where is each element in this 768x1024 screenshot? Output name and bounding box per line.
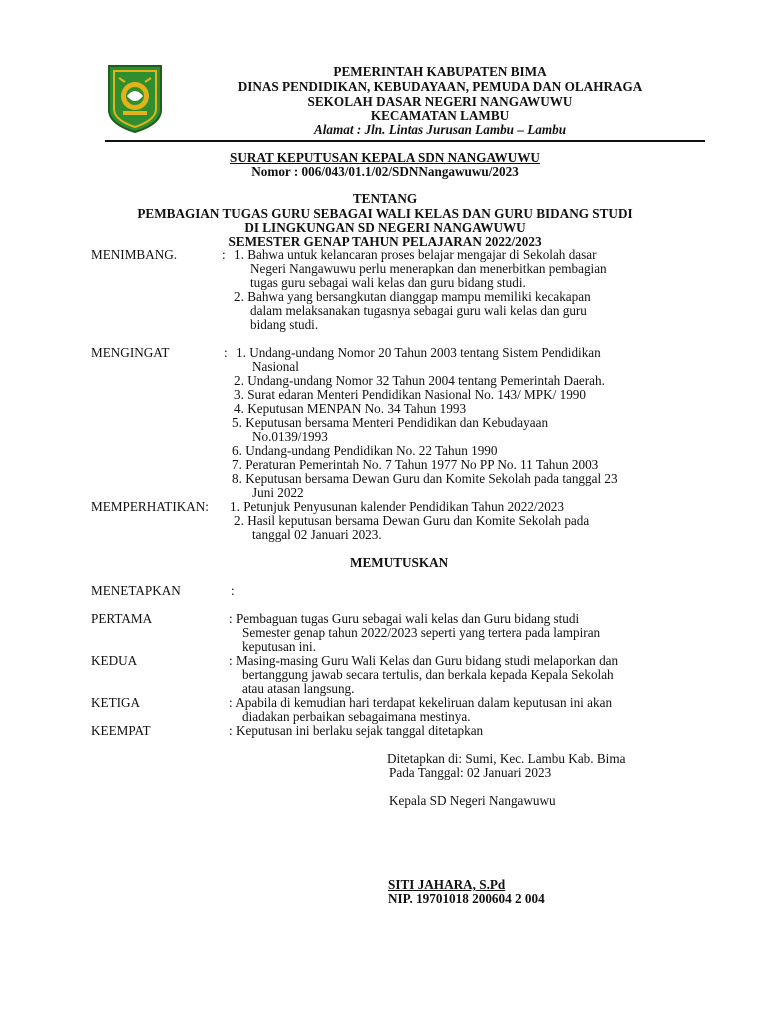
- pertama-line: Semester genap tahun 2022/2023 seperti yang tertera pada lampiran: [242, 625, 601, 640]
- subject-line-2: DI LINGKUNGAN SD NEGERI NANGAWUWU: [244, 220, 526, 235]
- kop-address: Alamat : Jln. Lintas Jurusan Lambu – Lambu: [313, 122, 567, 137]
- menetapkan-colon: :: [231, 583, 235, 598]
- mengingat-line: 1. Undang-undang Nomor 20 Tahun 2003 tentang Sistem Pendidikan: [236, 345, 601, 360]
- pertama-label: PERTAMA: [91, 611, 153, 626]
- pertama-line: : Pembaguan tugas Guru sebagai wali kelas dan Guru bidang studi: [229, 611, 580, 626]
- kedua-line: : Masing-masing Guru Wali Kelas dan Guru bidang studi melaporkan dan: [229, 653, 619, 668]
- mengingat-line: 8. Keputusan bersama Dewan Guru dan Komite Sekolah pada tanggal 23: [232, 471, 618, 486]
- memperhatikan-line: tanggal 02 Januari 2023.: [252, 527, 382, 542]
- signature-place: Ditetapkan di: Sumi, Kec. Lambu Kab. Bima: [387, 751, 626, 766]
- memperhatikan-label: MEMPERHATIKAN:: [91, 499, 209, 514]
- mengingat-line: Nasional: [252, 359, 299, 374]
- mengingat-line: 4. Keputusan MENPAN No. 34 Tahun 1993: [234, 401, 467, 416]
- subject-line-3: SEMESTER GENAP TAHUN PELAJARAN 2022/2023: [228, 234, 542, 249]
- kedua-line: bertanggung jawab secara tertulis, dan berkala kepada Kepala Sekolah: [242, 667, 614, 682]
- menimbang-line: 1. Bahwa untuk kelancaran proses belajar mengajar di Sekolah dasar: [234, 247, 597, 262]
- kop-line-2: DINAS PENDIDIKAN, KEBUDAYAAN, PEMUDA DAN OLAHRAGA: [237, 79, 643, 94]
- kop-line-3: SEKOLAH DASAR NEGERI NANGAWUWU: [307, 94, 573, 109]
- menimbang-label: MENIMBANG.: [91, 247, 178, 262]
- mengingat-colon: :: [224, 345, 228, 360]
- signatory-name: SITI JAHARA, S.Pd: [388, 877, 506, 892]
- keempat-line: : Keputusan ini berlaku sejak tanggal ditetapkan: [229, 723, 484, 738]
- menimbang-colon: :: [222, 247, 226, 262]
- signature-position: Kepala SD Negeri Nangawuwu: [389, 793, 556, 808]
- signature-date: Pada Tanggal: 02 Januari 2023: [389, 765, 552, 780]
- subject-line-1: PEMBAGIAN TUGAS GURU SEBAGAI WALI KELAS DAN GURU BIDANG STUDI: [137, 206, 633, 221]
- decree-number: Nomor : 006/043/01.1/02/SDNNangawuwu/2023: [251, 164, 519, 179]
- mengingat-label: MENGINGAT: [91, 345, 170, 360]
- mengingat-line: 5. Keputusan bersama Menteri Pendidikan dan Kebudayaan: [232, 415, 549, 430]
- menimbang-line: Negeri Nangawuwu perlu menerapkan dan menerbitkan pembagian: [250, 261, 607, 276]
- keempat-label: KEEMPAT: [91, 723, 151, 738]
- menimbang-line: tugas guru sebagai wali kelas dan guru bidang studi.: [250, 275, 526, 290]
- mengingat-line: 6. Undang-undang Pendidikan No. 22 Tahun 1990: [232, 443, 498, 458]
- menimbang-line: 2. Bahwa yang bersangkutan dianggap mampu memiliki kecakapan: [234, 289, 591, 304]
- menimbang-line: dalam melaksanakan tugasnya sebagai guru wali kelas dan guru: [250, 303, 587, 318]
- tentang-heading: TENTANG: [352, 191, 418, 206]
- mengingat-line: Juni 2022: [252, 485, 304, 500]
- kop-divider: [105, 140, 705, 142]
- mengingat-line: 3. Surat edaran Menteri Pendidikan Nasional No. 143/ MPK/ 1990: [234, 387, 586, 402]
- mengingat-line: 7. Peraturan Pemerintah No. 7 Tahun 1977 No PP No. 11 Tahun 2003: [232, 457, 599, 472]
- memperhatikan-line: 2. Hasil keputusan bersama Dewan Guru dan Komite Sekolah pada: [234, 513, 590, 528]
- memutuskan-heading: MEMUTUSKAN: [350, 555, 449, 570]
- signatory-nip: NIP. 19701018 200604 2 004: [388, 891, 545, 906]
- kedua-label: KEDUA: [91, 653, 138, 668]
- ketiga-line: : Apabila di kemudian hari terdapat kekeliruan dalam keputusan ini akan: [229, 695, 613, 710]
- memperhatikan-line: 1. Petunjuk Penyusunan kalender Pendidikan Tahun 2022/2023: [230, 499, 564, 514]
- mengingat-line: No.0139/1993: [252, 429, 328, 444]
- ketiga-label: KETIGA: [91, 695, 141, 710]
- kop-line-1: PEMERINTAH KABUPATEN BIMA: [333, 64, 547, 79]
- pertama-line: keputusan ini.: [242, 639, 316, 654]
- decree-title: SURAT KEPUTUSAN KEPALA SDN NANGAWUWU: [230, 150, 540, 165]
- kop-line-4: KECAMATAN LAMBU: [370, 108, 510, 123]
- menimbang-line: bidang studi.: [250, 317, 319, 332]
- ketiga-line: diadakan perbaikan sebagaimana mestinya.: [242, 709, 471, 724]
- kedua-line: atau atasan langsung.: [242, 681, 355, 696]
- mengingat-line: 2. Undang-undang Nomor 32 Tahun 2004 tentang Pemerintah Daerah.: [234, 373, 605, 388]
- menetapkan-label: MENETAPKAN: [91, 583, 181, 598]
